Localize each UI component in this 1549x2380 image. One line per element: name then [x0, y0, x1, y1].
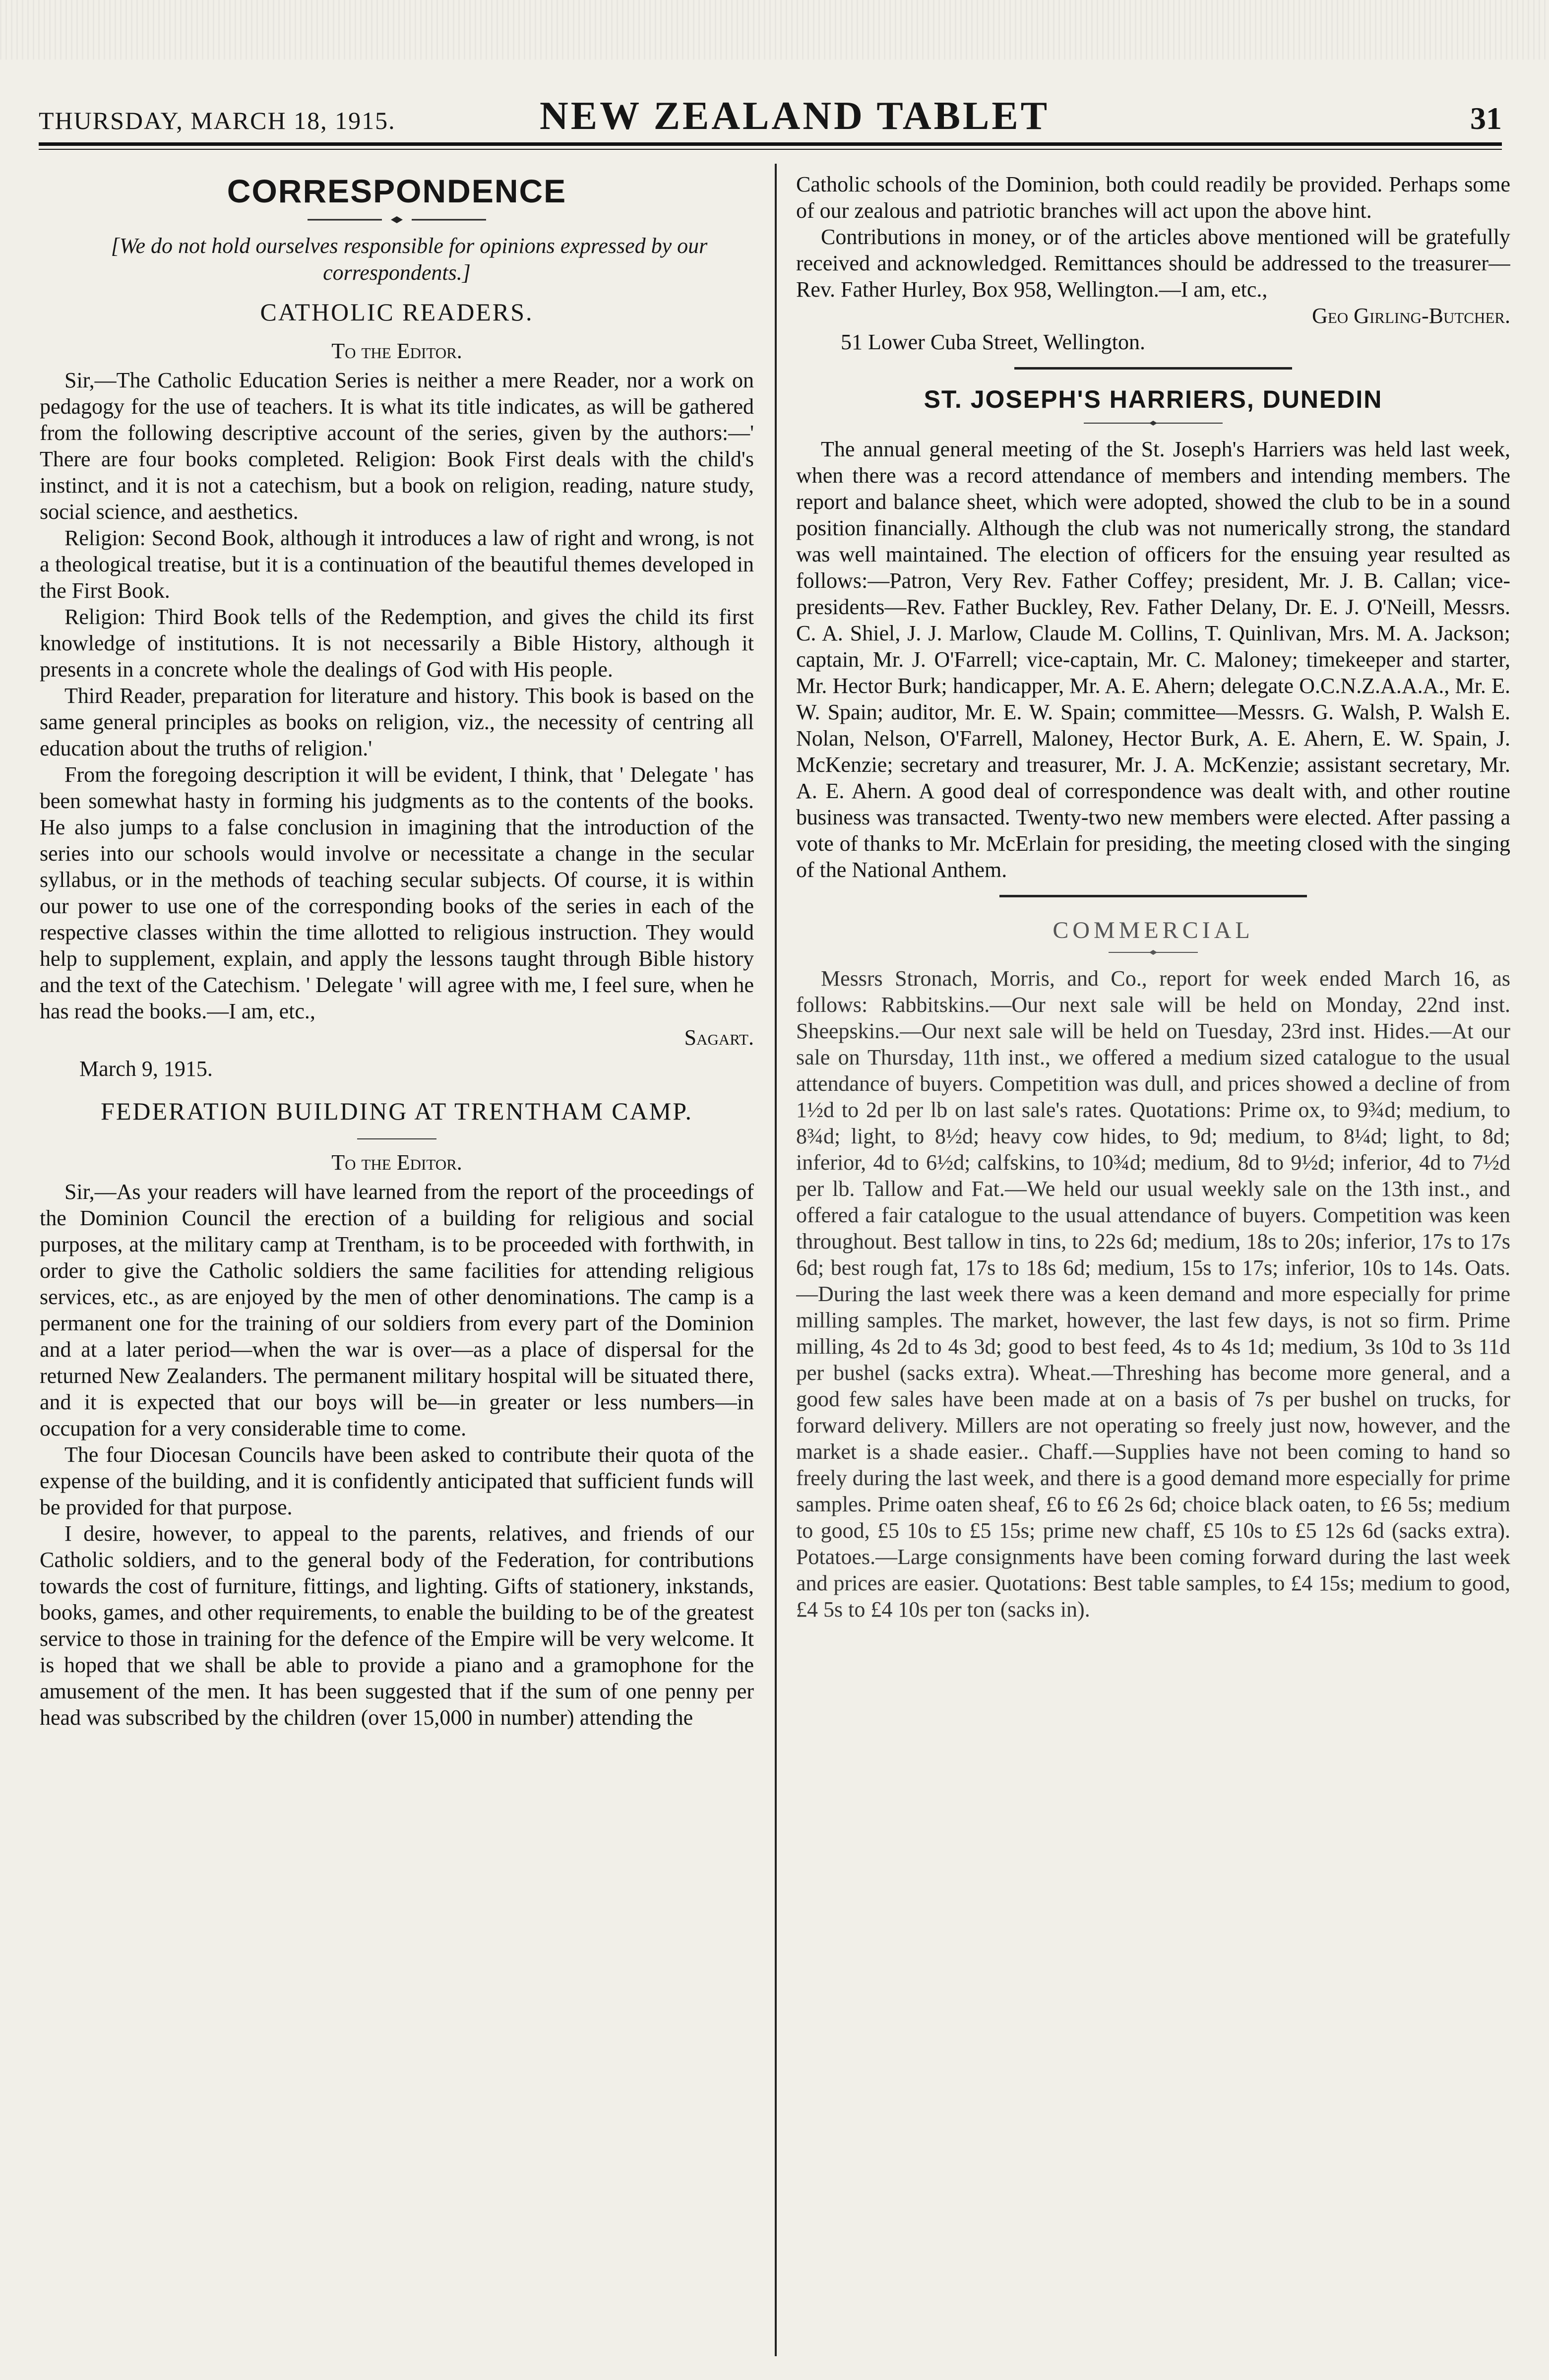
letter1-paragraph: Religion: Third Book tells of the Redemption, and gives the child its first knowledge of institutions. It is not necessarily a Bible History, although it presents in a concrete whole the dealings of God with His people.	[40, 605, 754, 682]
right-column	[796, 171, 1510, 2354]
masthead-rule-thin	[39, 149, 1502, 150]
letter1-signature: Sagart.	[684, 1025, 754, 1050]
section-divider	[999, 895, 1307, 897]
harriers-heading: ST. JOSEPH'S HARRIERS, DUNEDIN	[924, 385, 1383, 413]
left-column	[40, 171, 754, 2354]
ornament-icon	[1064, 948, 1242, 956]
short-rule-icon	[357, 1136, 436, 1141]
letter2-title: FEDERATION BUILDING AT TRENTHAM CAMP.	[101, 1097, 693, 1125]
letter2-continued-paragraph: Catholic schools of the Dominion, both could readily be provided. Perhaps some of our zealous and patriotic branches will act upon the above hint.	[796, 172, 1510, 223]
letter2-paragraph: The four Diocesan Councils have been asked to contribute their quota of the expense of the building, and it is confidently anticipated that sufficient funds will be provided for that purpose.	[40, 1442, 754, 1519]
masthead	[39, 94, 1502, 139]
ornament-icon	[1064, 419, 1242, 427]
masthead-date: THURSDAY, MARCH 18, 1915.	[39, 107, 396, 134]
letter1-paragraph: From the foregoing description it will be evident, I think, that ' Delegate ' has been somewhat hasty in forming his judgments as to the contents of the books. He also jumps to a false conclusion in imagining that the introduction of the series into our schools would involve or necessitate a change in the secular syllabus, or in the methods of teaching secular subjects. Of course, it is within our power to use one of the corresponding books of the series in each of the respective classes within the time allotted to religious instruction. They would help to supplement, explain, and apply the lessons taught through Bible history and the text of the Catechism. ' Delegate ' will agree with me, I feel sure, when he has read the books.—I am, etc.,	[40, 762, 754, 1023]
letter2-continued-paragraph: Contributions in money, or of the articles above mentioned will be gratefully received and acknowledged. Remittances should be addressed to the treasurer—Rev. Father Hurley, Box 958, Wellington.—I am, etc.,	[796, 225, 1510, 302]
page-number: 31	[1470, 101, 1502, 136]
letter2-paragraph: Sir,—As your readers will have learned from the report of the proceedings of the Dominion Council the erection of a building for religious and social purposes, at the military camp at Trentham, is to be proceeded with forthwith, in order to give the Catholic soldiers the same facilities for attending religious services, etc., as are enjoyed by the men of other denominations. The camp is a permanent one for the training of our soldiers from every part of the Dominion and at a later period—when the war is over—as a place of dispersal for the returned New Zealanders. The permanent military hospital will be situated there, and it is expected that our boys will be—in greater or less numbers—in occupation for a very considerable time to come.	[40, 1180, 754, 1441]
letter2-salutation: To the Editor.	[331, 1150, 462, 1175]
letter1-date: March 9, 1915.	[79, 1057, 213, 1081]
masthead-rule	[39, 142, 1502, 146]
harriers-paragraph: The annual general meeting of the St. Joseph's Harriers was held last week, when there was a record attendance of members and intending members. The report and balance sheet, which were adopted, showed the club to be in a sound position financially. Although the club was not numerically strong, the standard was well maintained. The election of officers for the ensuing year resulted as follows:—Patron, Very Rev. Father Coffey; president, Mr. J. B. Callan; vice-presidents—Rev. Father Buckley, Rev. Father Delany, Dr. E. J. O'Neill, Messrs. C. A. Shiel, J. J. Marlow, Claude M. Collins, T. Quinlivan, Mrs. M. A. Jackson; captain, Mr. J. O'Farrell; vice-captain, Mr. C. Maloney; timekeeper and starter, Mr. Hector Burk; handicapper, Mr. A. E. Ahern; delegate O.C.N.Z.A.A.A., Mr. E. W. Spain; auditor, Mr. E. W. Spain; committee—Messrs. G. Walsh, P. Walsh E. Nolan, Nelson, O'Farrell, Maloney, Hector Burk, A. E. Ahern, E. W. Spain, J. McKenzie; secretary and treasurer, Mr. J. A. McKenzie; assistant secretary, Mr. A. E. Ahern. A good deal of correspondence was dealt with, and other routine business was transacted. Twenty-two new members were elected. After passing a vote of thanks to Mr. McErlain for presiding, the meeting closed with the singing of the National Anthem.	[796, 437, 1510, 882]
letter2-signature: Geo Girling-Butcher.	[1312, 304, 1510, 328]
masthead-title: NEW ZEALAND TABLET	[540, 94, 1050, 138]
commercial-heading: COMMERCIAL	[1053, 917, 1254, 943]
correspondence-heading: CORRESPONDENCE	[227, 173, 567, 209]
letter1-paragraph: Religion: Second Book, although it introduces a law of right and wrong, is not a theological treatise, but it is a continuation of the beautiful themes developed in the First Book.	[40, 526, 754, 603]
correspondence-disclaimer: [We do not hold ourselves responsible for opinions expressed by our correspondents.]	[111, 234, 708, 285]
section-divider	[1014, 367, 1292, 370]
column-divider	[775, 164, 777, 2356]
letter2-address: 51 Lower Cuba Street, Wellington.	[841, 330, 1145, 354]
letter1-title: CATHOLIC READERS.	[260, 298, 534, 326]
letter1-paragraph: Sir,—The Catholic Education Series is neither a mere Reader, nor a work on pedagogy for the use of teachers. It is what its title indicates, as will be gathered from the following descriptive account of the series, given by the authors:—' There are four books completed. Religion: Book First deals with the child's instinct, and it is not a catechism, but a book on religion, reading, nature study, social science, and aesthetics.	[40, 368, 754, 524]
letter2-paragraph: I desire, however, to appeal to the parents, relatives, and friends of our Catholic soldiers, and to the general body of the Federation, for contributions towards the cost of furniture, fittings, and lighting. Gifts of stationery, inkstands, books, games, and other requirements, to enable the building to be of the greatest service to those in training for the defence of the Empire will be very welcome. It is hoped that we shall be able to provide a piano and a gramophone for the amusement of the men. It has been suggested that if the sum of one penny per head was subscribed by the children (over 15,000 in number) attending the	[40, 1521, 754, 1730]
scan-noise-band	[0, 0, 1549, 60]
ornament-icon	[308, 216, 486, 224]
letter1-paragraph: Third Reader, preparation for literature and history. This book is based on the same general principles as books on religion, viz., the necessity of centring all education about the truths of religion.'	[40, 684, 754, 760]
letter1-salutation: To the Editor.	[331, 339, 462, 363]
commercial-paragraph: Messrs Stronach, Morris, and Co., report for week ended March 16, as follows: Rabbitskins.—Our next sale will be held on Monday, 22nd inst. Sheepskins.—Our next sale will be held on Tuesday, 23rd inst. Hides.—At our sale on Thursday, 11th inst., we offered a medium sized catalogue to the usual attendance of buyers. Competition was dull, and prices showed a decline of from 1½d to 2d per lb on last sale's rates. Quotations: Prime ox, to 9¾d; medium, to 8¾d; light, to 8½d; heavy cow hides, to 9d; medium, to 8¼d; light, to 8d; inferior, 4d to 6½d; calfskins, to 10¾d; medium, 8d to 9½d; inferior, 4d to 7½d per lb. Tallow and Fat.—We held our usual weekly sale on the 13th inst., and offered a fair catalogue to the usual attendance of buyers. Competition was keen throughout. Best tallow in tins, to 22s 6d; medium, 18s to 20s; inferior, 17s to 17s 6d; best rough fat, 17s to 18s 6d; medium, 15s to 17s; inferior, 10s to 14s. Oats.—During the last week there was a keen demand and more especially for prime milling samples. The market, however, the last few days, is not so firm. Prime milling, 4s 2d to 4s 3d; good to best feed, 4s to 4s 1d; medium, 3s 10d to 3s 11d per bushel (sacks extra). Wheat.—Threshing has become more general, and a good few sales have been made at on a basis of 7s per bushel on trucks, for forward delivery. Millers are not operating so freely just now, however, and the market is a shade easier.. Chaff.—Supplies have not been coming to hand so freely during the last week, and there is a good demand more especially for prime samples. Prime oaten sheaf, £6 to £6 2s 6d; choice black oaten, to £6 5s; medium to good, £5 10s to £5 15s; prime new chaff, £5 10s to £5 12s 6d (sacks extra). Potatoes.—Large consignments have been coming forward during the last week and prices are easier. Quotations: Best table samples, to £4 15s; medium to good, £4 5s to £4 10s per ton (sacks in).	[796, 966, 1510, 1622]
